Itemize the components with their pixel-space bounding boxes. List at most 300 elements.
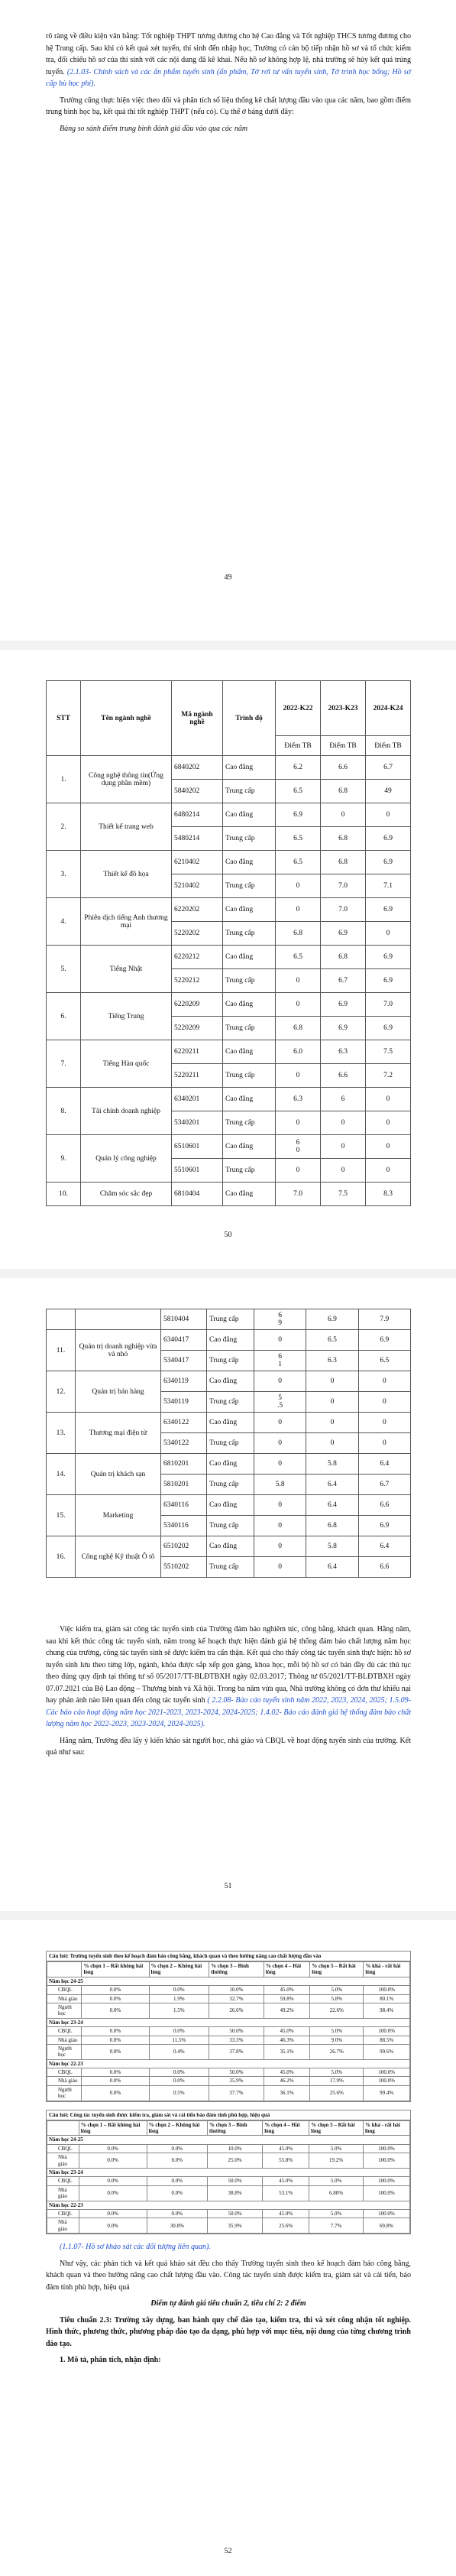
cell-score-2024: 7.9 <box>358 1309 410 1330</box>
survey-value: 49.2% <box>264 2003 309 2018</box>
survey-table-1 <box>46 1951 411 2102</box>
survey-value: 5.8% <box>310 1994 364 2003</box>
col-header-code: Mã ngành nghề <box>172 681 223 756</box>
survey-row <box>47 2085 410 2101</box>
survey-value: 35.9% <box>209 2077 264 2085</box>
cell-level: Cao đẳng <box>223 898 276 922</box>
survey-respondent: CBQL <box>47 2209 79 2218</box>
cell-code: 6810201 <box>161 1454 207 1475</box>
cell-code: 5210402 <box>172 874 223 898</box>
survey-value: 0.0% <box>147 2153 207 2169</box>
survey-value: 30.8% <box>147 2218 207 2234</box>
cell-level: Trung cấp <box>207 1309 254 1330</box>
survey-value: 5.0% <box>310 2068 364 2077</box>
cell-score-2023: 0 <box>306 1371 358 1392</box>
cell-score-2024: 6.6 <box>358 1557 410 1578</box>
survey-respondent: Người học <box>47 2044 82 2059</box>
cell-score-2024: 0 <box>366 1111 411 1135</box>
standard-heading: Tiêu chuẩn 2.3: Trường xây dựng, ban hành quy chế đào tạo, kiểm tra, thi và xét công nhận tốt nghiệp. Hình thức, phương thức, phương pháp đào tạo đa dạng, phù hợp với mục tiêu, nội dung của từng chương trình đào tạo. <box>46 2315 411 2348</box>
survey-col-header: % khả - rất hài lòng <box>363 2120 409 2136</box>
cell-level: Cao đẳng <box>223 1040 276 1064</box>
table-row <box>47 898 411 922</box>
cell-score-2022: 7.0 <box>276 1183 321 1206</box>
paragraph: Như vậy, các phản tích và kết quả khảo sát đều cho thấy Trường tuyển sinh theo kế hoạch đảm bảo công bằng, khách quan và theo hướng nâng cao chất lượng đầu vào. Công tác tuyển sinh được kiểm tra, giám sát và cải tiến, bảo đảm tính phù hợp, hiệu quả <box>46 2259 411 2292</box>
cell-score-2024: 49 <box>366 780 411 803</box>
survey-row <box>47 1994 410 2003</box>
cell-level: Cao đẳng <box>223 993 276 1017</box>
cell-stt: 6. <box>47 993 81 1040</box>
cell-stt: 11. <box>47 1330 76 1371</box>
cell-program-name: Công nghệ thông tin(Ứng dụng phần mềm) <box>81 756 172 803</box>
cell-code: 5810201 <box>161 1475 207 1495</box>
cell-code: 6340122 <box>161 1413 207 1433</box>
cell-score-2024: 7.2 <box>366 1064 411 1088</box>
cell-score-2024: 0 <box>366 1135 411 1159</box>
cell-score-2023: 0 <box>321 803 366 827</box>
cell-code: 5220202 <box>172 922 223 946</box>
cell-stt: 4. <box>47 898 81 946</box>
survey-value: 46.2% <box>264 2077 309 2085</box>
cell-score-2024: 6.7 <box>366 756 411 780</box>
cell-code: 5480214 <box>172 827 223 851</box>
survey-value: 9.0% <box>310 2036 364 2044</box>
survey-value: 45.0% <box>264 1986 309 1994</box>
col-subheader: Điểm TB <box>366 736 411 756</box>
survey-value: 0.0% <box>79 2209 147 2218</box>
survey-respondent: Nhà giáo <box>47 1994 82 2003</box>
cell-level: Cao đẳng <box>223 756 276 780</box>
cell-score-2024: 0 <box>358 1433 410 1454</box>
cell-score-2023: 6.6 <box>321 1064 366 1088</box>
cell-stt: 16. <box>47 1536 76 1578</box>
cell-code: 5340122 <box>161 1433 207 1454</box>
cell-score-2024: 7.5 <box>366 1040 411 1064</box>
col-header-name: Tên ngành nghề <box>81 681 172 756</box>
survey-col-header <box>47 1962 82 1977</box>
cell-stt: 2. <box>47 803 81 851</box>
survey-value: 0.0% <box>82 1986 149 1994</box>
table-row <box>47 993 411 1017</box>
survey-value: 33.3% <box>209 2036 264 2044</box>
survey-row <box>47 2185 410 2201</box>
survey-row <box>47 2144 410 2153</box>
cell-code: 5220209 <box>172 1017 223 1040</box>
cell-code: 5840202 <box>172 780 223 803</box>
cell-program-name: Marketing <box>76 1495 161 1536</box>
survey-row <box>47 2036 410 2044</box>
cell-score-2022: 0 <box>254 1413 306 1433</box>
cell-score-2024: 0 <box>358 1392 410 1413</box>
entry-score-table <box>46 680 411 1206</box>
table-row <box>47 1454 411 1475</box>
survey-value: 88.5% <box>364 2036 410 2044</box>
survey-respondent: Nhà giáo <box>47 2077 82 2085</box>
page-number: 51 <box>224 1882 232 1890</box>
survey-value: 0.0% <box>147 2144 207 2153</box>
survey-row <box>47 2003 410 2018</box>
survey-value: 0.0% <box>82 2003 149 2018</box>
survey-year-label: Năm học 23-24 <box>47 2018 410 2026</box>
survey-value: 59.8% <box>264 1994 309 2003</box>
cell-level: Trung cấp <box>223 1111 276 1135</box>
cell-score-2022: 0 <box>276 1111 321 1135</box>
cell-score-2024: 6.9 <box>366 827 411 851</box>
survey-value: 5.0% <box>309 2209 364 2218</box>
cell-code: 6840202 <box>172 756 223 780</box>
cell-score-2022: 5 .5 <box>254 1392 306 1413</box>
page-number: 52 <box>224 2547 232 2555</box>
paragraph: Hằng năm, Trường đều lấy ý kiến khảo sát người học, nhà giáo và CBQL về hoạt động tuyển sinh của trường. Kết quả như sau: <box>46 1736 411 1757</box>
cell-score-2023: 6.5 <box>306 1330 358 1351</box>
survey-respondent: Nhà giáo <box>47 2218 79 2234</box>
cell-score-2022: 0 <box>254 1454 306 1475</box>
survey-row <box>47 2153 410 2169</box>
survey-value: 0.0% <box>82 2027 149 2036</box>
survey-table-2 <box>46 2110 411 2234</box>
survey-value: 45.0% <box>263 2144 309 2153</box>
cell-program-name: Quản trị doanh nghiệp vừa và nhỏ <box>76 1330 161 1371</box>
cell-score-2022: 0 <box>276 1064 321 1088</box>
survey-value: 5.0% <box>310 1986 364 1994</box>
survey-value: 99.6% <box>364 2044 410 2059</box>
cell-level: Trung cấp <box>223 969 276 993</box>
survey-col-header: % khả - rất hài lòng <box>364 1962 410 1977</box>
table-row <box>47 1183 411 1206</box>
cell-score-2024: 8.3 <box>366 1183 411 1206</box>
survey-value: 100.0% <box>364 1986 410 1994</box>
page-52 <box>0 1920 456 2576</box>
cell-score-2024: 6.9 <box>358 1516 410 1536</box>
cell-level: Cao đẳng <box>223 851 276 874</box>
cell-level: Trung cấp <box>207 1433 254 1454</box>
cell-code: 5340119 <box>161 1392 207 1413</box>
cell-stt: 1. <box>47 756 81 803</box>
cell-score-2022: 6.2 <box>276 756 321 780</box>
cell-stt: 15. <box>47 1495 76 1536</box>
survey-value: 26.7% <box>310 2044 364 2059</box>
survey-value: 35.1% <box>264 2044 309 2059</box>
survey-respondent: Nhà giáo <box>47 2153 79 2169</box>
survey-header-row <box>47 1962 410 1977</box>
survey-respondent: CBQL <box>47 2144 79 2153</box>
survey-value: 0.0% <box>147 2209 207 2218</box>
survey-value: 100.0% <box>363 2177 409 2185</box>
survey-value: 0.0% <box>82 1994 149 2003</box>
cell-score-2022: 6.3 <box>276 1088 321 1111</box>
survey-results-table <box>47 2120 410 2234</box>
survey-col-header: % chọn 4 – Hài lòng <box>263 2120 309 2136</box>
cell-score-2024: 6.9 <box>358 1330 410 1351</box>
evidence-reference: ( 2.2.08- Báo cáo tuyển sinh năm 2022, 2023, 2024, 2025; 1.5.09- Các báo cáo hoạt động năm học 2021-2023, 2023-2024, 2024-2025; 1.4.02- Báo cáo đánh giá hệ thống đảm bảo chất lượng năm học 2022-2023, 2023-2024, 2024-2025). <box>46 1696 411 1728</box>
cell-level: Cao đẳng <box>207 1536 254 1557</box>
cell-level: Trung cấp <box>223 1159 276 1183</box>
survey-value: 36.1% <box>264 2085 309 2101</box>
survey-value: 1.9% <box>149 1994 209 2003</box>
cell-level: Cao đẳng <box>223 1183 276 1206</box>
cell-score-2022: 6.5 <box>276 946 321 969</box>
cell-program-name: Tiếng Nhật <box>81 946 172 993</box>
survey-col-header: % chọn 4 – Hài lòng <box>264 1962 309 1977</box>
cell-score-2022: 6 1 <box>254 1351 306 1371</box>
survey-respondent: CBQL <box>47 2027 82 2036</box>
survey-value: 11.5% <box>149 2036 209 2044</box>
survey-row <box>47 1986 410 1994</box>
survey-value: 0.0% <box>147 2185 207 2201</box>
cell-stt: 9. <box>47 1135 81 1183</box>
cell-level: Trung cấp <box>207 1392 254 1413</box>
survey-value: 0.0% <box>79 2185 147 2201</box>
criterion-score: Điểm tự đánh giá tiêu chuẩn 2, tiêu chí 2: 2 điểm <box>150 2299 306 2308</box>
survey-value: 0.0% <box>79 2218 147 2234</box>
cell-score-2022: 6.0 <box>276 1040 321 1064</box>
cell-stt: 13. <box>47 1413 76 1454</box>
cell-program-name: Phiên dịch tiếng Anh thương mại <box>81 898 172 946</box>
survey-value: 99.4% <box>364 2085 410 2101</box>
survey-respondent: CBQL <box>47 2068 82 2077</box>
cell-program-name: Thiết kế đồ họa <box>81 851 172 898</box>
cell-score-2022: 0 <box>276 874 321 898</box>
cell-level: Cao đẳng <box>207 1413 254 1433</box>
cell-level: Trung cấp <box>207 1557 254 1578</box>
cell-score-2022: 0 <box>254 1495 306 1516</box>
survey-year-label: Năm học 24-25 <box>47 1977 410 1985</box>
cell-code: 5220212 <box>172 969 223 993</box>
survey-value: 46.3% <box>264 2036 309 2044</box>
col-header-2023: 2023-K23 <box>321 681 366 736</box>
paragraph: Việc kiểm tra, giám sát công tác tuyển sinh của Trường đảm bảo nghiêm túc, công bằng, khách quan. Hằng năm, sau khi kết thúc công tác tuyển sinh, năm trong kế hoạch thực hiện đánh giá hệ thống đảm bảo chất lượng năm học chung của trường, công tác tuyển sinh sẽ được kiểm tra cẩn thận. Kết quả cho thấy công tác tuyển sinh thực hiện: hồ sơ tuyển sinh lưu theo từng lớp, ngành, khóa được sắp xếp gọn gàng, khoa học, mỗi bộ hồ sơ có bản đầy đủ các thủ tục theo đúng quy định tại thông tư số 05/2017/TT-BLĐTBXH ngày 02.03.2017; Thông tư 05/2021/TT-BLĐTBXH ngày 07.07.2021 của Bộ Lao động – Thương binh và Xã hội. Trong ba năm vừa qua, Nhà trường không có đơn thư khiếu nại hay phản ánh nào liên quan đến công tác tuyển sinh ( 2.2.08- Báo cáo tuyển sinh năm 2022, 2023, 2024, 2025; 1.5.09- Các báo cáo hoạt động năm học 2021-2023, 2023-2024, 2024-2025; 1.4.02- Báo cáo đánh giá hệ thống đảm bảo chất lượng năm học 2022-2023, 2023-2024, 2024-2025). <box>46 1625 411 1728</box>
cell-score-2022: 6 0 <box>276 1135 321 1159</box>
cell-stt: 5. <box>47 946 81 993</box>
survey-year-label: Năm học 22-23 <box>47 2059 410 2068</box>
cell-score-2023: 6.8 <box>321 946 366 969</box>
paragraph: Trường cũng thực hiện việc theo dõi và phân tích số liệu thống kê chất lượng đầu vào qua các năm, bao gồm điểm trung bình học bạ, kết quả thi tốt nghiệp THPT (nếu có). Cụ thể ở bảng dưới đây: <box>46 96 411 116</box>
survey-value: 37.7% <box>209 2085 264 2101</box>
page-number: 49 <box>224 573 232 582</box>
cell-score-2024: 6.9 <box>366 946 411 969</box>
survey-value: 35.9% <box>207 2218 262 2234</box>
cell-score-2023: 6.6 <box>321 756 366 780</box>
cell-code: 6810404 <box>172 1183 223 1206</box>
cell-stt: 10. <box>47 1183 81 1206</box>
cell-score-2024: 6.9 <box>366 969 411 993</box>
cell-score-2022: 0 <box>276 898 321 922</box>
table-row <box>47 803 411 827</box>
survey-col-header: % chọn 3 – Bình thường <box>209 1962 264 1977</box>
cell-level: Cao đẳng <box>223 946 276 969</box>
cell-score-2022: 6.5 <box>276 780 321 803</box>
survey-value: 50.0% <box>207 2209 262 2218</box>
cell-score-2022: 6.8 <box>276 1017 321 1040</box>
cell-score-2023: 6.7 <box>321 969 366 993</box>
table-header-row <box>47 681 411 736</box>
cell-score-2024: 6.4 <box>358 1454 410 1475</box>
survey-row <box>47 2177 410 2185</box>
cell-code: 6340116 <box>161 1495 207 1516</box>
cell-stt: 7. <box>47 1040 81 1088</box>
survey-col-header: % chọn 5 – Rất hài lòng <box>310 1962 364 1977</box>
cell-code: 6220202 <box>172 898 223 922</box>
cell-score-2022: 0 <box>254 1371 306 1392</box>
survey-header-row <box>47 2120 410 2136</box>
survey-row <box>47 2027 410 2036</box>
cell-program-name <box>76 1309 161 1330</box>
survey-value: 25.6% <box>263 2218 309 2234</box>
cell-level: Trung cấp <box>207 1475 254 1495</box>
evidence-reference: (2.1.03- Chính sách và các ẩn phẩm tuyển sinh (ẩn phẩm, Tờ rơi tư vấn tuyển sinh, Tờ trình học bổng; Hồ sơ cấp bù học phí). <box>46 67 412 88</box>
cell-code: 6210402 <box>172 851 223 874</box>
survey-value: 0.0% <box>149 2027 209 2036</box>
survey-year-row <box>47 2201 410 2209</box>
page-49 <box>0 0 456 641</box>
table-row <box>47 851 411 874</box>
cell-score-2024: 6.5 <box>358 1351 410 1371</box>
cell-code: 5810404 <box>161 1309 207 1330</box>
table-row <box>47 1309 411 1330</box>
survey-col-header: % chọn 2 – Không hài lòng <box>147 2120 207 2136</box>
cell-score-2023: 6.8 <box>306 1516 358 1536</box>
cell-stt: 3. <box>47 851 81 898</box>
page-50 <box>0 650 456 1269</box>
cell-score-2023: 6.4 <box>306 1475 358 1495</box>
survey-value: 50.0% <box>207 2177 262 2185</box>
cell-score-2023: 6.4 <box>306 1557 358 1578</box>
survey-col-header: % chọn 2 – Không hài lòng <box>149 1962 209 1977</box>
survey-value: 69.8% <box>363 2218 409 2234</box>
entry-score-table-continued <box>46 1309 411 1578</box>
cell-code: 6510202 <box>161 1536 207 1557</box>
survey-value: 53.1% <box>263 2185 309 2201</box>
survey-value: 100.0% <box>363 2209 409 2218</box>
cell-score-2023: 6.9 <box>321 993 366 1017</box>
cell-score-2023: 0 <box>321 1111 366 1135</box>
cell-score-2024: 0 <box>366 1088 411 1111</box>
cell-score-2023: 6.4 <box>306 1495 358 1516</box>
survey-value: 0.0% <box>82 2077 149 2085</box>
col-header-2024: 2024-K24 <box>366 681 411 736</box>
survey-value: 45.0% <box>263 2177 309 2185</box>
cell-code: 6480214 <box>172 803 223 827</box>
survey-value: 0.0% <box>79 2153 147 2169</box>
cell-code: 5510202 <box>161 1557 207 1578</box>
cell-score-2022: 6.5 <box>276 827 321 851</box>
survey-col-header: % chọn 5 – Rất hài lòng <box>309 2120 364 2136</box>
survey-value: 0.0% <box>82 2085 149 2101</box>
cell-score-2023: 0 <box>321 1135 366 1159</box>
cell-level: Cao đẳng <box>223 1088 276 1111</box>
survey-value: 100.0% <box>364 2027 410 2036</box>
survey-value: 7.7% <box>309 2218 364 2234</box>
cell-program-name: Tiếng Trung <box>81 993 172 1040</box>
cell-score-2024: 0 <box>358 1371 410 1392</box>
cell-code: 5340417 <box>161 1351 207 1371</box>
cell-score-2022: 6.9 <box>276 803 321 827</box>
cell-score-2023: 6.3 <box>306 1351 358 1371</box>
survey-value: 100.0% <box>363 2144 409 2153</box>
survey-respondent: Người học <box>47 2085 82 2101</box>
cell-program-name: Thương mại điện tử <box>76 1413 161 1454</box>
survey-row <box>47 2218 410 2234</box>
survey-value: 0.5% <box>149 2085 209 2101</box>
survey-value: 38.8% <box>207 2185 262 2201</box>
cell-score-2024: 7.1 <box>366 874 411 898</box>
survey-results-table <box>47 1961 410 2101</box>
survey-respondent: Nhà giáo <box>47 2185 79 2201</box>
cell-score-2023: 6.8 <box>321 827 366 851</box>
cell-code: 6220209 <box>172 993 223 1017</box>
cell-level: Trung cấp <box>207 1351 254 1371</box>
survey-row <box>47 2068 410 2077</box>
cell-score-2024: 7.0 <box>366 993 411 1017</box>
cell-program-name: Thiết kế trang web <box>81 803 172 851</box>
cell-level: Trung cấp <box>207 1516 254 1536</box>
table-caption: Bảng so sánh điểm trung bình đánh giá đầu vào qua các năm <box>60 124 248 133</box>
survey-value: 100.0% <box>364 2068 410 2077</box>
survey-question: Câu hỏi: Công tác tuyển sinh được kiểm tra, giám sát và cải tiến bảo đảm tính phù hợp, hiệu quả <box>47 2110 410 2120</box>
cell-code: 5340116 <box>161 1516 207 1536</box>
cell-stt: 8. <box>47 1088 81 1135</box>
survey-respondent: CBQL <box>47 1986 82 1994</box>
survey-year-row <box>47 1977 410 1985</box>
cell-score-2022: 6.8 <box>276 922 321 946</box>
cell-score-2024: 6.6 <box>358 1495 410 1516</box>
cell-program-name: Công nghệ Kỹ thuật Ô tô <box>76 1536 161 1578</box>
cell-code: 5510601 <box>172 1159 223 1183</box>
table-row <box>47 1371 411 1392</box>
cell-level: Cao đẳng <box>223 803 276 827</box>
cell-score-2023: 0 <box>321 1159 366 1183</box>
cell-score-2022: 0 <box>254 1330 306 1351</box>
survey-value: 0.0% <box>149 1986 209 1994</box>
survey-year-row <box>47 2136 410 2144</box>
cell-program-name: Quản trị khách sạn <box>76 1454 161 1495</box>
survey-value: 45.0% <box>264 2068 309 2077</box>
col-header-2022: 2022-K22 <box>276 681 321 736</box>
survey-row <box>47 2077 410 2085</box>
col-subheader: Điểm TB <box>321 736 366 756</box>
survey-value: 100.0% <box>364 2077 410 2085</box>
survey-value: 50.0% <box>209 2027 264 2036</box>
table-row <box>47 1495 411 1516</box>
cell-score-2022: 0 <box>254 1536 306 1557</box>
cell-program-name: Tài chính doanh nghiệp <box>81 1088 172 1135</box>
survey-year-label: Năm học 23-24 <box>47 2168 410 2176</box>
survey-value: 32.7% <box>209 1994 264 2003</box>
cell-stt: 12. <box>47 1371 76 1413</box>
cell-code: 5340201 <box>172 1111 223 1135</box>
survey-value: 80.1% <box>364 1994 410 2003</box>
survey-value: 5.0% <box>309 2177 364 2185</box>
survey-value: 0.0% <box>147 2177 207 2185</box>
cell-score-2023: 6.9 <box>321 922 366 946</box>
survey-value: 10.0% <box>209 1986 264 1994</box>
survey-value: 0.0% <box>79 2144 147 2153</box>
cell-code: 5220211 <box>172 1064 223 1088</box>
col-header-level: Trình độ <box>223 681 276 756</box>
table-row <box>47 1040 411 1064</box>
survey-value: 98.4% <box>364 2003 410 2018</box>
survey-value: 45.0% <box>264 2027 309 2036</box>
cell-score-2023: 5.8 <box>306 1536 358 1557</box>
cell-score-2022: 0 <box>276 1159 321 1183</box>
table-row <box>47 946 411 969</box>
paragraph: rõ ràng về điều kiện văn bằng: Tốt nghiệp THPT tương đương cho hệ Cao đẳng và Tốt nghiệp THCS tương đương cho hệ Trung cấp. Sau khi có kết quả xét tuyển, thí sinh đến nhập học, Trường có cán bộ tiếp nhận hồ sơ và tổ chức kiểm tra, đối chiếu hồ sơ của thí sinh với các nội dung đã kê khai. Nếu hồ sơ không hợp lệ, nhà trường sẽ hủy kết quả trúng tuyển. (2.1.03- Chính sách và các ẩn phẩm tuyển sinh (ẩn phẩm, Tờ rơi tư vấn tuyển sinh, Tờ trình học bổng; Hồ sơ cấp bù học phí). <box>46 32 412 88</box>
cell-score-2023: 6.8 <box>321 780 366 803</box>
cell-level: Cao đẳng <box>207 1495 254 1516</box>
survey-value: 10.0% <box>207 2144 262 2153</box>
cell-code: 6510601 <box>172 1135 223 1159</box>
cell-score-2023: 6.8 <box>321 851 366 874</box>
cell-score-2023: 6 <box>321 1088 366 1111</box>
